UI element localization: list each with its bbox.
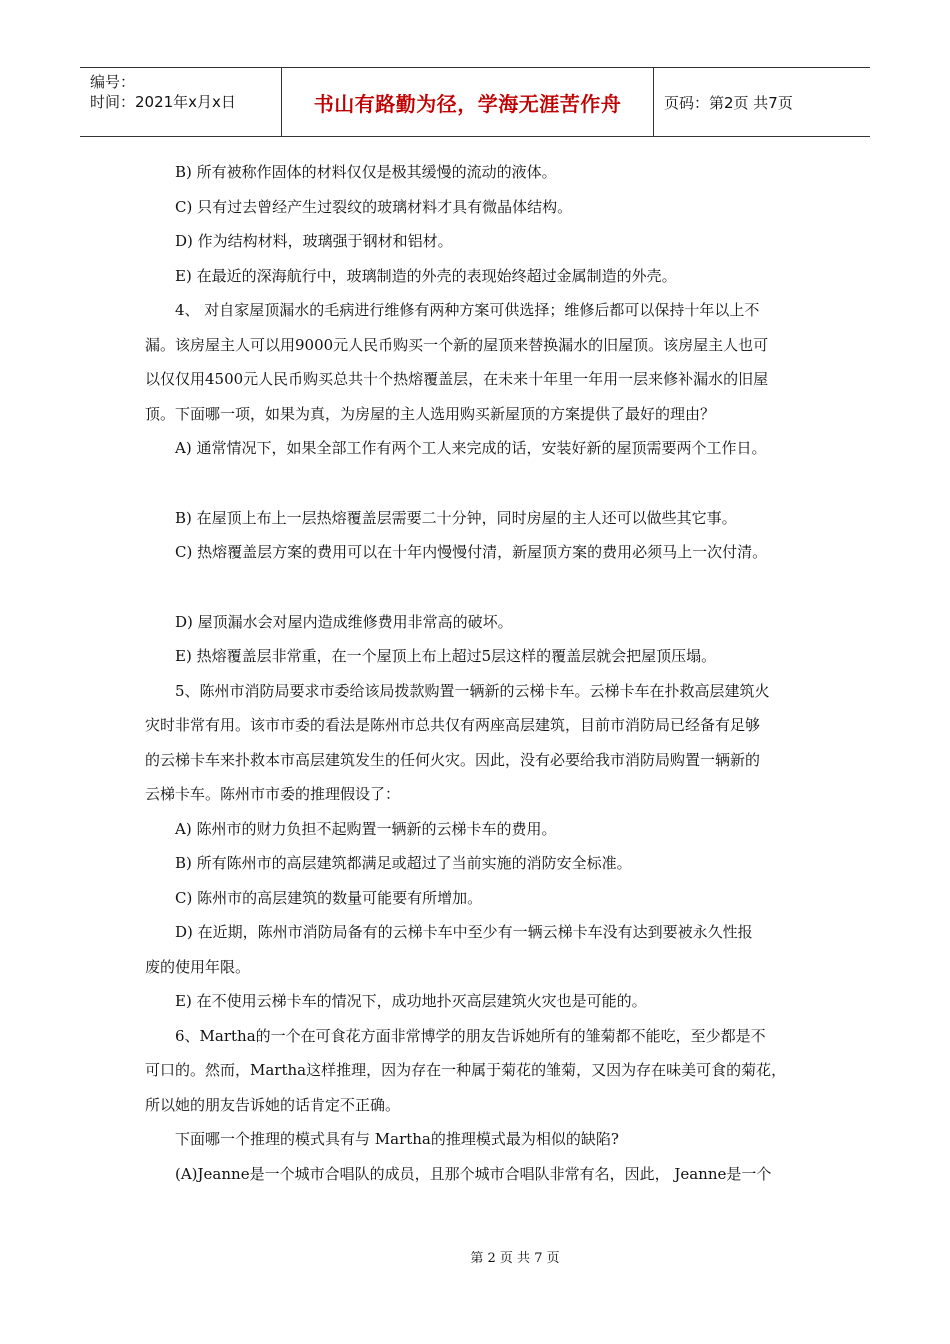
question-4-line: 4、 对自家屋顶漏水的毛病进行维修有两种方案可供选择；维修后都可以保持十年以上不 — [175, 301, 760, 319]
spacer — [145, 570, 820, 605]
question-6-line: 所以她的朋友告诉她的话肯定不正确。 — [145, 1095, 401, 1114]
document-header — [80, 67, 870, 137]
header-motto: 书山有路勤为径，学海无涯苦作舟 — [313, 91, 622, 116]
spacer — [145, 466, 820, 501]
header-meta — [80, 68, 282, 136]
q5-option-a: A) 陈州市的财力负担不起购置一辆新的云梯卡车的费用。 — [175, 819, 557, 838]
option-d: D) 作为结构材料，玻璃强于钢材和铝材。 — [175, 232, 453, 250]
question-4-line: 以仅仅用4500元人民币购买总共十个热熔覆盖层，在未来十年里一年用一层来修补漏水的旧屋 — [145, 370, 769, 388]
header-motto-cell — [282, 68, 654, 136]
footer-page-number: 第 2 页 共 7 页 — [470, 1251, 560, 1266]
question-6-prompt: 下面哪一个推理的模式具有与 Martha的推理模式最为相似的缺陷? — [175, 1130, 619, 1148]
question-4-line: 顶。下面哪一项，如果为真，为房屋的主人选用购买新屋顶的方案提供了最好的理由？ — [145, 404, 716, 423]
q4-option-e: E) 热熔覆盖层非常重，在一个屋顶上布上超过5层这样的覆盖层就会把屋顶压塌。 — [175, 647, 717, 665]
header-number-label: 编号： — [90, 73, 136, 91]
header-time-label: 时间：2021年x月x日 — [90, 93, 236, 111]
header-page-info: 页码：第2页 共7页 — [664, 93, 793, 112]
option-b: B) 所有被称作固体的材料仅仅是极其缓慢的流动的液体。 — [175, 163, 557, 181]
question-5-line: 5、陈州市消防局要求市委给该局拨款购置一辆新的云梯卡车。云梯卡车在扑救高层建筑火 — [175, 681, 770, 700]
q6-option-a: (A)Jeanne是一个城市合唱队的成员，且那个城市合唱队非常有名，因此， Jeanne是一个 — [175, 1164, 772, 1183]
q5-option-d-cont: 废的使用年限。 — [145, 957, 251, 976]
question-6-line: 可口的。然而，Martha这样推理，因为存在一种属于菊花的雏菊，又因为存在味美可食的菊花， — [145, 1061, 787, 1079]
question-6-line: 6、Martha的一个在可食花方面非常博学的朋友告诉她所有的雏菊都不能吃，至少都是不 — [175, 1026, 766, 1045]
q5-option-d: D) 在近期，陈州市消防局备有的云梯卡车中至少有一辆云梯卡车没有达到要被永久性报 — [175, 923, 753, 941]
q5-option-c: C) 陈州市的高层建筑的数量可能要有所增加。 — [175, 888, 483, 907]
option-e: E) 在最近的深海航行中，玻璃制造的外壳的表现始终超过金属制造的外壳。 — [175, 266, 677, 285]
question-5-line: 的云梯卡车来扑救本市高层建筑发生的任何火灾。因此，没有必要给我市消防局购置一辆新的 — [145, 750, 761, 769]
q4-option-b: B) 在屋顶上布上一层热熔覆盖层需要二十分钟，同时房屋的主人还可以做些其它事。 — [175, 508, 737, 527]
question-5-line: 灾时非常有用。该市市委的看法是陈州市总共仅有两座高层建筑，目前市消防局已经备有足够 — [145, 716, 761, 734]
q4-option-a: A) 通常情况下，如果全部工作有两个工人来完成的话，安装好新的屋顶需要两个工作日。 — [175, 439, 767, 457]
option-c: C) 只有过去曾经产生过裂纹的玻璃材料才具有微晶体结构。 — [175, 197, 573, 216]
q5-option-b: B) 所有陈州市的高层建筑都满足或超过了当前实施的消防安全标准。 — [175, 854, 632, 872]
q5-option-e: E) 在不使用云梯卡车的情况下，成功地扑灭高层建筑火灾也是可能的。 — [175, 992, 647, 1010]
document-body — [145, 155, 820, 1191]
q4-option-d: D) 屋顶漏水会对屋内造成维修费用非常高的破坏。 — [175, 612, 513, 631]
q4-option-c: C) 热熔覆盖层方案的费用可以在十年内慢慢付清，新屋顶方案的费用必须马上一次付清。 — [175, 543, 768, 561]
question-4-line: 漏。该房屋主人可以用9000元人民币购买一个新的屋顶来替换漏水的旧屋顶。该房屋主人也可 — [145, 335, 769, 354]
question-5-line: 云梯卡车。陈州市市委的推理假设了： — [145, 785, 401, 803]
page-footer — [0, 1247, 950, 1266]
